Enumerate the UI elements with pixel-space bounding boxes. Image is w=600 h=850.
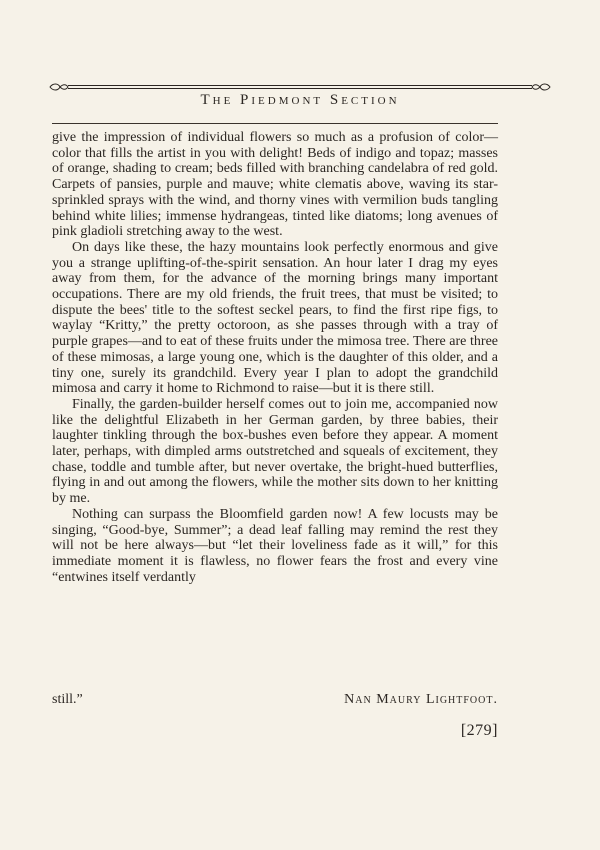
paragraph: Nothing can surpass the Bloomfield garden now! A few locusts may be singing, “Good-bye, Summer”; a dead leaf falling may remind the rest they will not be here always—but “let their loveliness fade as it will,” for this immediate moment it is flawless, no flower fears the frost and every vine “entwines itself verdantly [52, 506, 498, 585]
paragraph: give the impression of individual flowers so much as a profusion of color—color that fills the artist in you with delight! Beds of indigo and topaz; masses of orange, shading to cream; beds filled with branching candelabra of red gold. Carpets of pansies, purple and mauve; white clematis above, waving its star-sprinkled sprays with the wind, and thorny vines with vermilion buds tangling behind white lilies; immense hydrangeas, tinted like diatoms; long avenues of pink gladioli stretching away to the west. [52, 130, 498, 240]
decorative-header-rule [48, 82, 552, 92]
paragraph: Finally, the garden-builder herself comes out to join me, accompanied now like the delightful Elizabeth in her German garden, by three babies, their laughter tinkling through the box-bushes even before they appear. A moment later, perhaps, with dimpled arms outstretched and squeals of excitement, they chase, toddle and tumble after, but never overtake, the bright-hued butterflies, flying in and out among the flowers, while the mother sits down to her knitting by me. [52, 396, 498, 507]
author-signature: Nan Maury Lightfoot. [344, 692, 498, 707]
signature-line [52, 692, 498, 710]
header-rule [52, 123, 498, 124]
paragraph: On days like these, the hazy mountains look perfectly enormous and give you a strange uplifting-of-the-spirit sensation. An hour later I drag my eyes away from them, for the advance of the morning brings many important occupations. There are my old friends, the fruit trees, that must be visited; to dispute the bees' title to the softest seckel pears, to find the first ripe figs, to waylay “Kritty,” the pretty octoroon, as she passes through with a tray of purple grapes—and to eat of these fruits under the mimosa tree. There are three of these mimosas, a large young one, which is the daughter of this older, and a tiny one, surely its grandchild. Every year I plan to adopt the grandchild mimosa and carry it home to Richmond to raise—but it is there still. [52, 239, 498, 397]
body-text [52, 130, 498, 585]
closing-fragment: still.” [52, 692, 83, 707]
page-number: [279] [460, 722, 498, 739]
running-head: The Piedmont Section [200, 92, 400, 108]
